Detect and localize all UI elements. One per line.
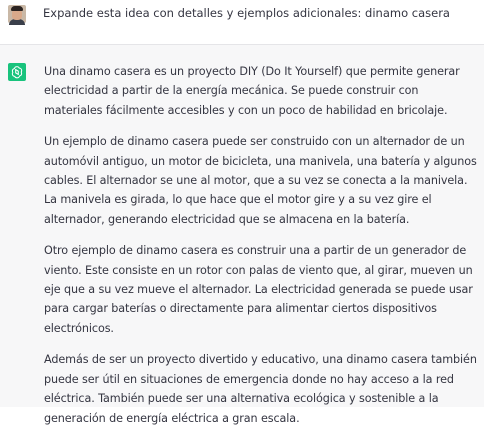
user-message-text: Expande esta idea con detalles y ejemplos adicionales: dinamo casera [43, 6, 450, 20]
assistant-paragraph-2: Un ejemplo de dinamo casera puede ser construido con un alternador de un automóvil antiguo, un motor de bicicleta, una manivela, una batería y algunos cables. El alternador se une al motor, que a su vez se conecta a la manivela. La manivela es girada, lo que hace que el motor gire y a su vez gire el alternador, generando electricidad que se almacena en la batería. [44, 135, 477, 226]
assistant-paragraph-4: Además de ser un proyecto divertido y educativo, una dinamo casera también puede ser útil en situaciones de emergencia donde no hay acceso a la red eléctrica. También puede ser una alternativa ecológica y sostenible a la generación de energía eléctrica a gran escala. [44, 353, 477, 425]
assistant-message-content [44, 62, 480, 440]
openai-logo-icon [8, 63, 26, 81]
user-avatar [8, 5, 26, 23]
assistant-message-row [0, 45, 484, 425]
user-message-row [0, 0, 484, 45]
assistant-paragraph-1: Una dinamo casera es un proyecto DIY (Do It Yourself) que permite generar electricidad a partir de la energía mecánica. Se puede construir con materiales fácilmente accesibles y con un poco de habilidad en bricolaje. [44, 65, 460, 117]
assistant-paragraph-3: Otro ejemplo de dinamo casera es construir una a partir de un generador de viento. Este consiste en un rotor con palas de viento que, al girar, mueven un eje que a su vez mueve el alternador. La electricidad generada se puede usar para cargar baterías o directamente para alimentar ciertos dispositivos electrónicos. [44, 244, 473, 335]
